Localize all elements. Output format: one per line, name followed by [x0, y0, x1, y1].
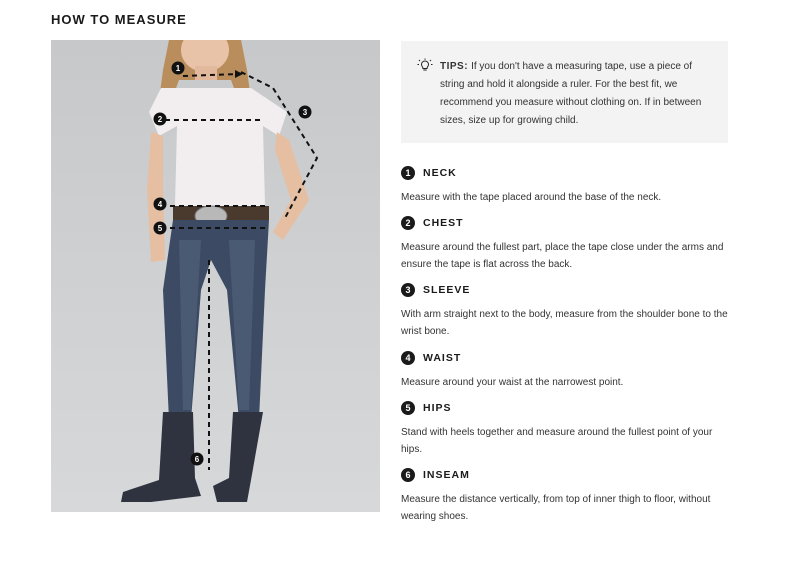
number-badge: 1: [401, 166, 415, 180]
measurement-description: Measure around the fullest part, place the tape close under the arms and ensure the tape is flat across the back.: [401, 242, 724, 270]
svg-text:3: 3: [302, 108, 308, 117]
lightbulb-icon: [417, 58, 433, 77]
number-badge: 3: [401, 283, 415, 297]
measurement-name: SLEEVE: [423, 284, 471, 296]
measurement-neck: [401, 166, 731, 206]
measurement-description: Measure around your waist at the narrowest point.: [401, 377, 624, 388]
number-badge: 2: [401, 216, 415, 230]
measurement-chest: [401, 216, 731, 273]
svg-text:5: 5: [157, 224, 163, 233]
measurement-sleeve: [401, 283, 731, 340]
measurement-photo: [51, 40, 380, 512]
measurement-waist: [401, 351, 731, 391]
number-badge: 5: [401, 401, 415, 415]
tips-text-block: [440, 58, 712, 130]
child-figure-illustration: [51, 40, 380, 512]
measurement-description: Measure the distance vertically, from top of inner thigh to floor, without wearing shoes.: [401, 494, 711, 522]
measurement-description: With arm straight next to the body, measure from the shoulder bone to the wrist bone.: [401, 309, 728, 337]
measurement-name: HIPS: [423, 402, 452, 414]
svg-text:4: 4: [157, 200, 163, 209]
svg-text:1: 1: [175, 64, 181, 73]
tips-text: If you don't have a measuring tape, use a piece of string and hold it alongside a ruler. For the best fit, we recommend you measure without clothing on. If in between sizes, size up for growing child.: [440, 61, 702, 126]
page-title: HOW TO MEASURE: [51, 12, 187, 27]
measurement-description: Measure with the tape placed around the base of the neck.: [401, 192, 662, 203]
measurement-hips: [401, 401, 731, 458]
tips-box: [401, 41, 728, 143]
measurement-name: WAIST: [423, 352, 462, 364]
measurement-name: CHEST: [423, 217, 464, 229]
number-badge: 4: [401, 351, 415, 365]
number-badge: 6: [401, 468, 415, 482]
svg-text:6: 6: [194, 455, 200, 464]
measurement-name: INSEAM: [423, 469, 470, 481]
measurement-name: NECK: [423, 167, 457, 179]
measurement-inseam: [401, 468, 731, 525]
measurement-description: Stand with heels together and measure around the fullest point of your hips.: [401, 427, 713, 455]
tips-label: TIPS:: [440, 61, 469, 72]
svg-text:2: 2: [157, 115, 163, 124]
